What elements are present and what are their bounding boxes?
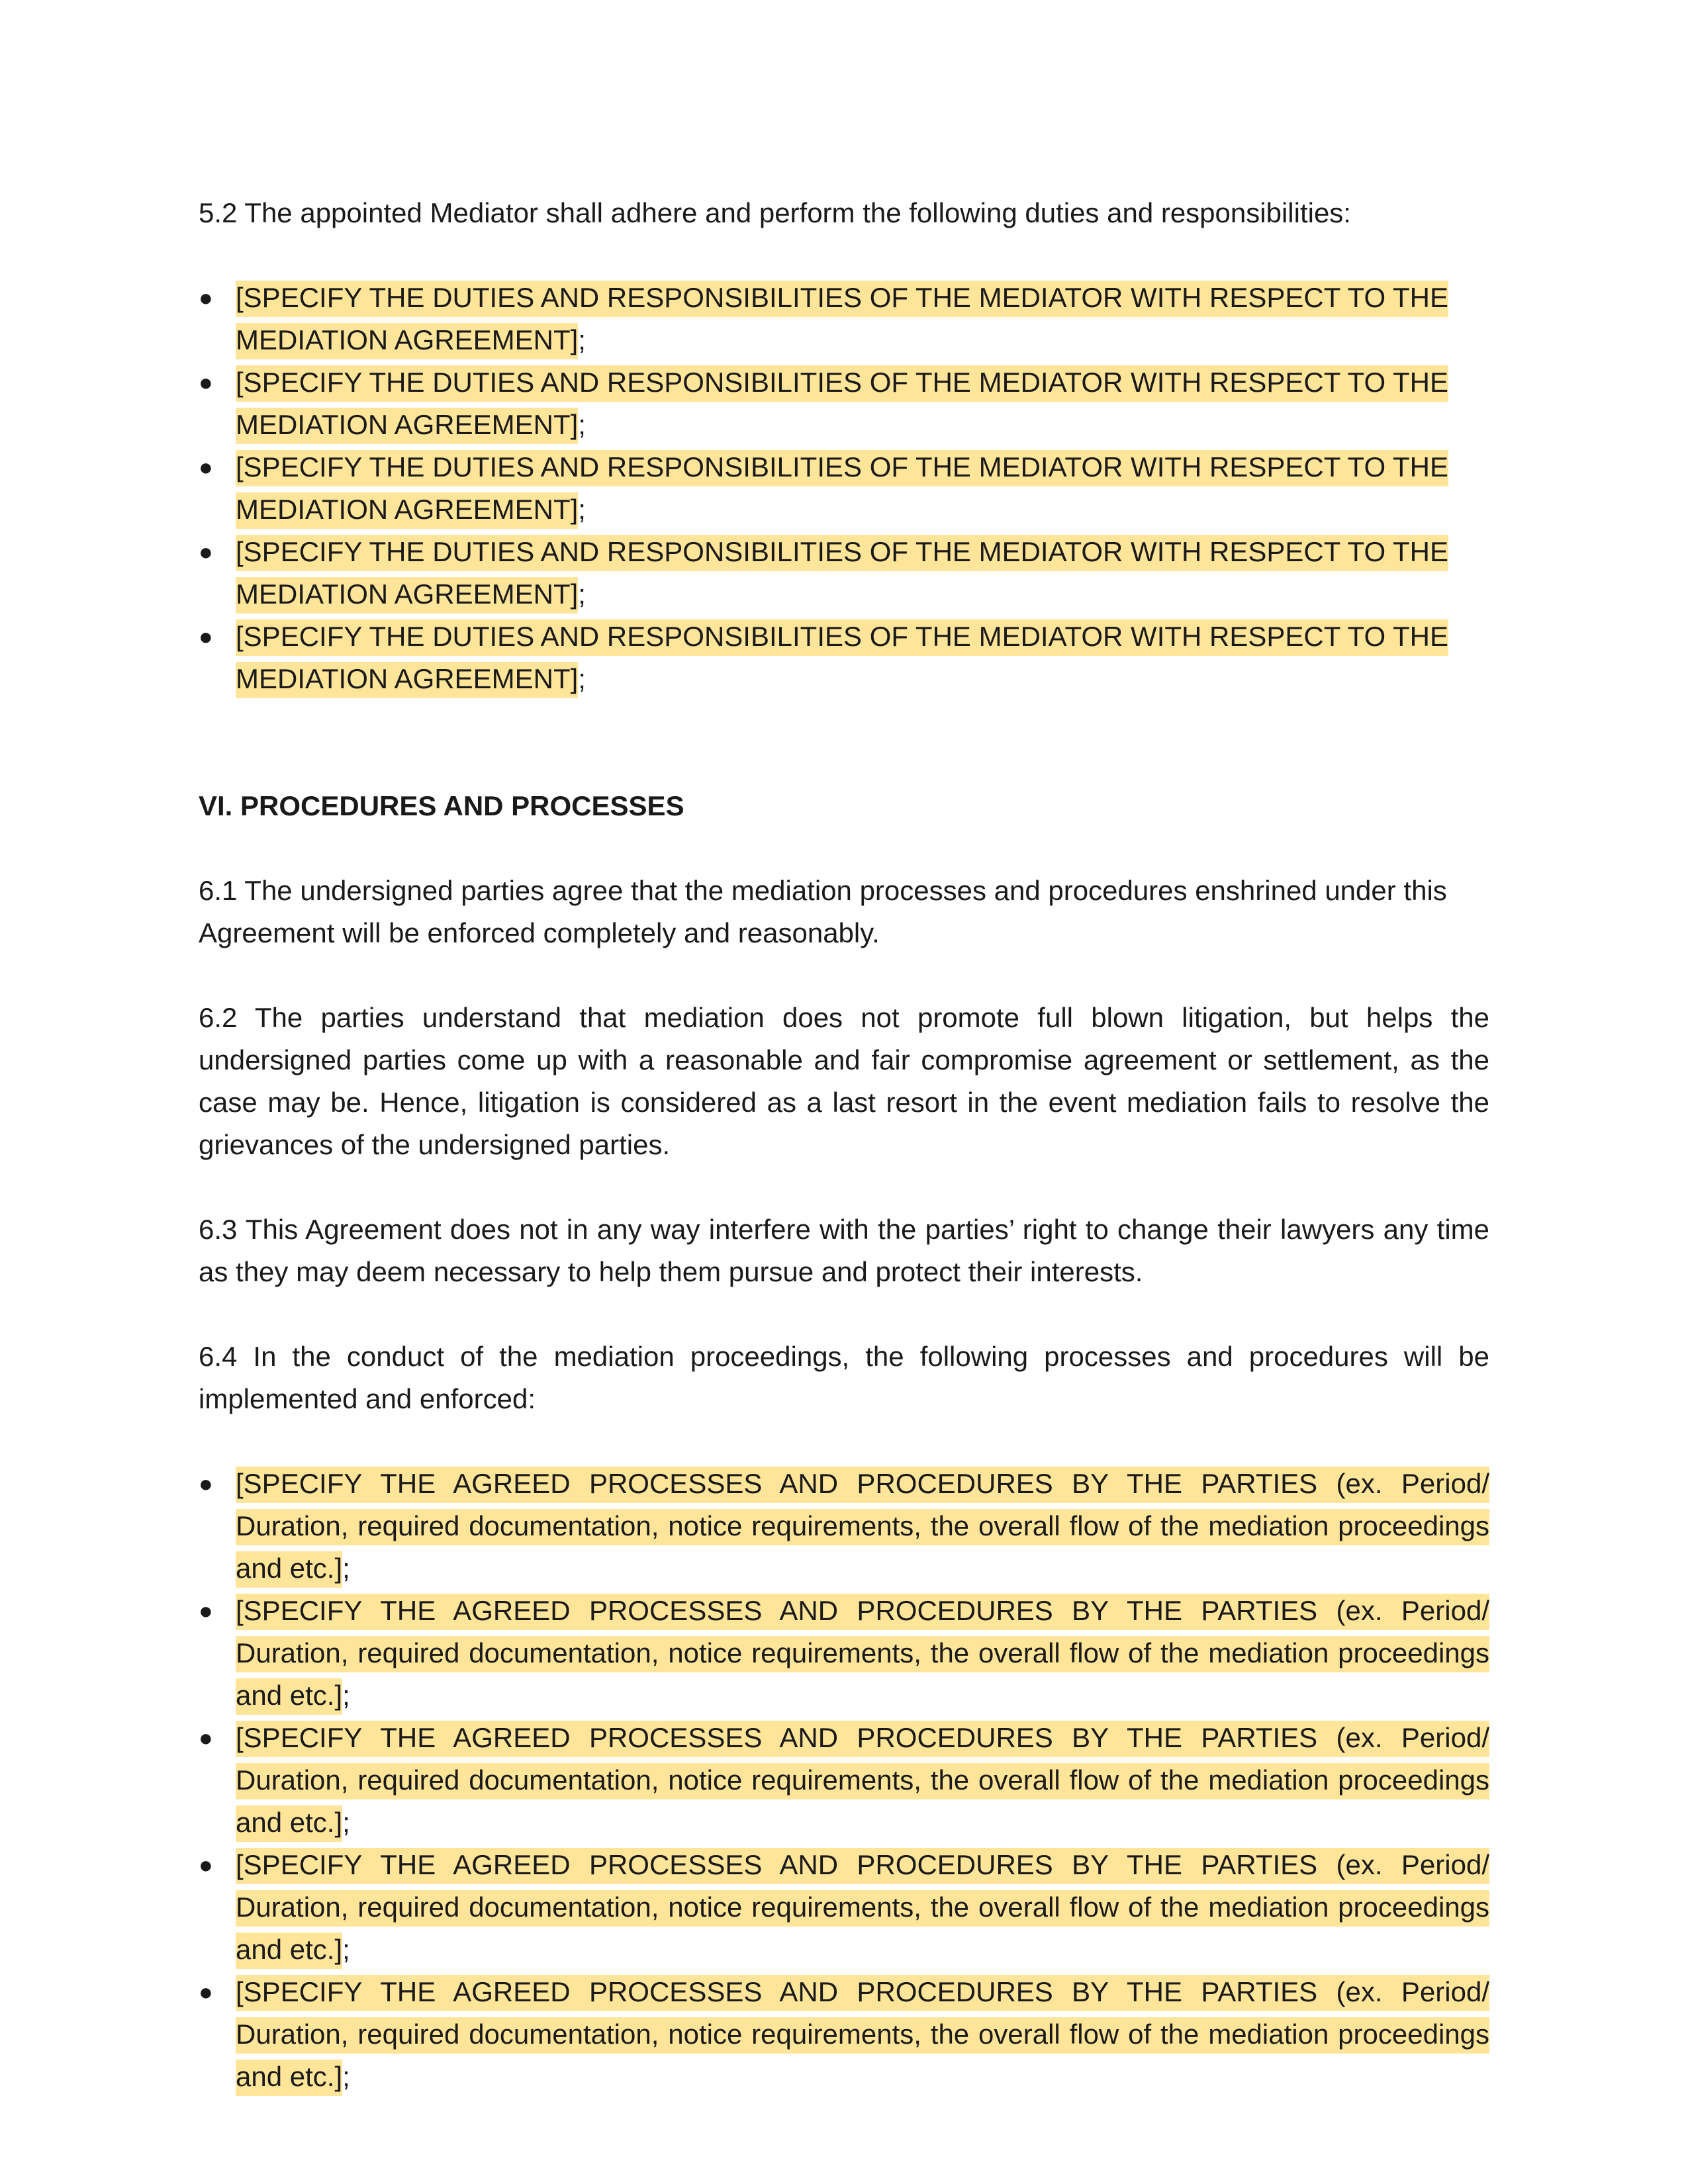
bullet-icon: ●: [199, 538, 213, 565]
clause-6-1: 6.1 The undersigned parties agree that the mediation processes and procedures enshrined under this Agreement will be enforced completely and reasonably.: [199, 875, 1447, 948]
bullet-icon: ●: [199, 1724, 213, 1751]
list-item: [199, 1590, 1489, 1717]
spacer: [199, 1293, 1489, 1336]
placeholder-text: [SPECIFY THE AGREED PROCESSES AND PROCEDURES BY THE PARTIES (ex. Period/ Duration, required documentation, notice requirements, the overall flow of the mediation proceedings and etc.]: [236, 1721, 1489, 1842]
bullet-icon: ●: [199, 453, 213, 480]
item-suffix: ;: [578, 663, 586, 694]
placeholder-text: [SPECIFY THE AGREED PROCESSES AND PROCEDURES BY THE PARTIES (ex. Period/ Duration, required documentation, notice requirements, the overall flow of the mediation proceedings and etc.]: [236, 1975, 1489, 2096]
bullet-icon: ●: [199, 1470, 213, 1497]
document-page: [199, 192, 1489, 2098]
item-suffix: ;: [342, 1807, 350, 1838]
spacer: [199, 700, 1489, 785]
placeholder-text: [SPECIFY THE DUTIES AND RESPONSIBILITIES OF THE MEDIATOR WITH RESPECT TO THE MEDIATION AGREEMENT]: [236, 281, 1448, 359]
procedures-list: [199, 1463, 1489, 2098]
item-suffix: ;: [578, 494, 586, 525]
spacer: [199, 1420, 1489, 1463]
bullet-icon: ●: [199, 1851, 213, 1878]
item-suffix: ;: [342, 1680, 350, 1711]
bullet-icon: ●: [199, 284, 213, 311]
clause-5-2: 5.2 The appointed Mediator shall adhere and perform the following duties and responsibilities:: [199, 197, 1351, 228]
item-suffix: ;: [578, 324, 586, 355]
item-suffix: ;: [342, 2061, 350, 2092]
list-item: [199, 361, 1489, 446]
section-heading: VI. PROCEDURES AND PROCESSES: [199, 790, 684, 821]
list-item: [199, 277, 1489, 361]
bullet-icon: ●: [199, 1978, 213, 2005]
list-item: [199, 1971, 1489, 2098]
spacer: [199, 1166, 1489, 1208]
spacer: [199, 827, 1489, 870]
placeholder-text: [SPECIFY THE AGREED PROCESSES AND PROCEDURES BY THE PARTIES (ex. Period/ Duration, required documentation, notice requirements, the overall flow of the mediation proceedings and etc.]: [236, 1594, 1489, 1715]
list-item: [199, 531, 1489, 615]
item-suffix: ;: [342, 1934, 350, 1965]
clause-6-2: 6.2 The parties understand that mediation does not promote full blown litigation, but helps the undersigned parties come up with a reasonable and fair compromise agreement or settlement, as the case may be. Hence, litigation is considered as a last resort in the event mediation fails to resolve the grievances of the undersigned parties.: [199, 1002, 1489, 1160]
placeholder-text: [SPECIFY THE DUTIES AND RESPONSIBILITIES OF THE MEDIATOR WITH RESPECT TO THE MEDIATION AGREEMENT]: [236, 619, 1448, 698]
spacer: [199, 234, 1489, 277]
mediator-duties-list: [199, 277, 1489, 700]
spacer: [199, 954, 1489, 997]
clause-6-4: 6.4 In the conduct of the mediation proceedings, the following processes and procedures will be implemented and enforced:: [199, 1341, 1489, 1414]
item-suffix: ;: [578, 409, 586, 440]
item-suffix: ;: [342, 1553, 350, 1584]
bullet-icon: ●: [199, 623, 213, 650]
placeholder-text: [SPECIFY THE AGREED PROCESSES AND PROCEDURES BY THE PARTIES (ex. Period/ Duration, required documentation, notice requirements, the overall flow of the mediation proceedings and etc.]: [236, 1467, 1489, 1588]
bullet-icon: ●: [199, 1597, 213, 1624]
placeholder-text: [SPECIFY THE AGREED PROCESSES AND PROCEDURES BY THE PARTIES (ex. Period/ Duration, required documentation, notice requirements, the overall flow of the mediation proceedings and etc.]: [236, 1848, 1489, 1969]
list-item: [199, 1463, 1489, 1590]
list-item: [199, 446, 1489, 531]
placeholder-text: [SPECIFY THE DUTIES AND RESPONSIBILITIES OF THE MEDIATOR WITH RESPECT TO THE MEDIATION AGREEMENT]: [236, 365, 1448, 444]
item-suffix: ;: [578, 578, 586, 610]
list-item: [199, 615, 1489, 700]
list-item: [199, 1844, 1489, 1971]
placeholder-text: [SPECIFY THE DUTIES AND RESPONSIBILITIES OF THE MEDIATOR WITH RESPECT TO THE MEDIATION AGREEMENT]: [236, 535, 1448, 614]
placeholder-text: [SPECIFY THE DUTIES AND RESPONSIBILITIES OF THE MEDIATOR WITH RESPECT TO THE MEDIATION AGREEMENT]: [236, 450, 1448, 529]
bullet-icon: ●: [199, 369, 213, 396]
list-item: [199, 1717, 1489, 1844]
clause-6-3: 6.3 This Agreement does not in any way interfere with the parties’ right to change their lawyers any time as they may deem necessary to help them pursue and protect their interests.: [199, 1214, 1489, 1287]
